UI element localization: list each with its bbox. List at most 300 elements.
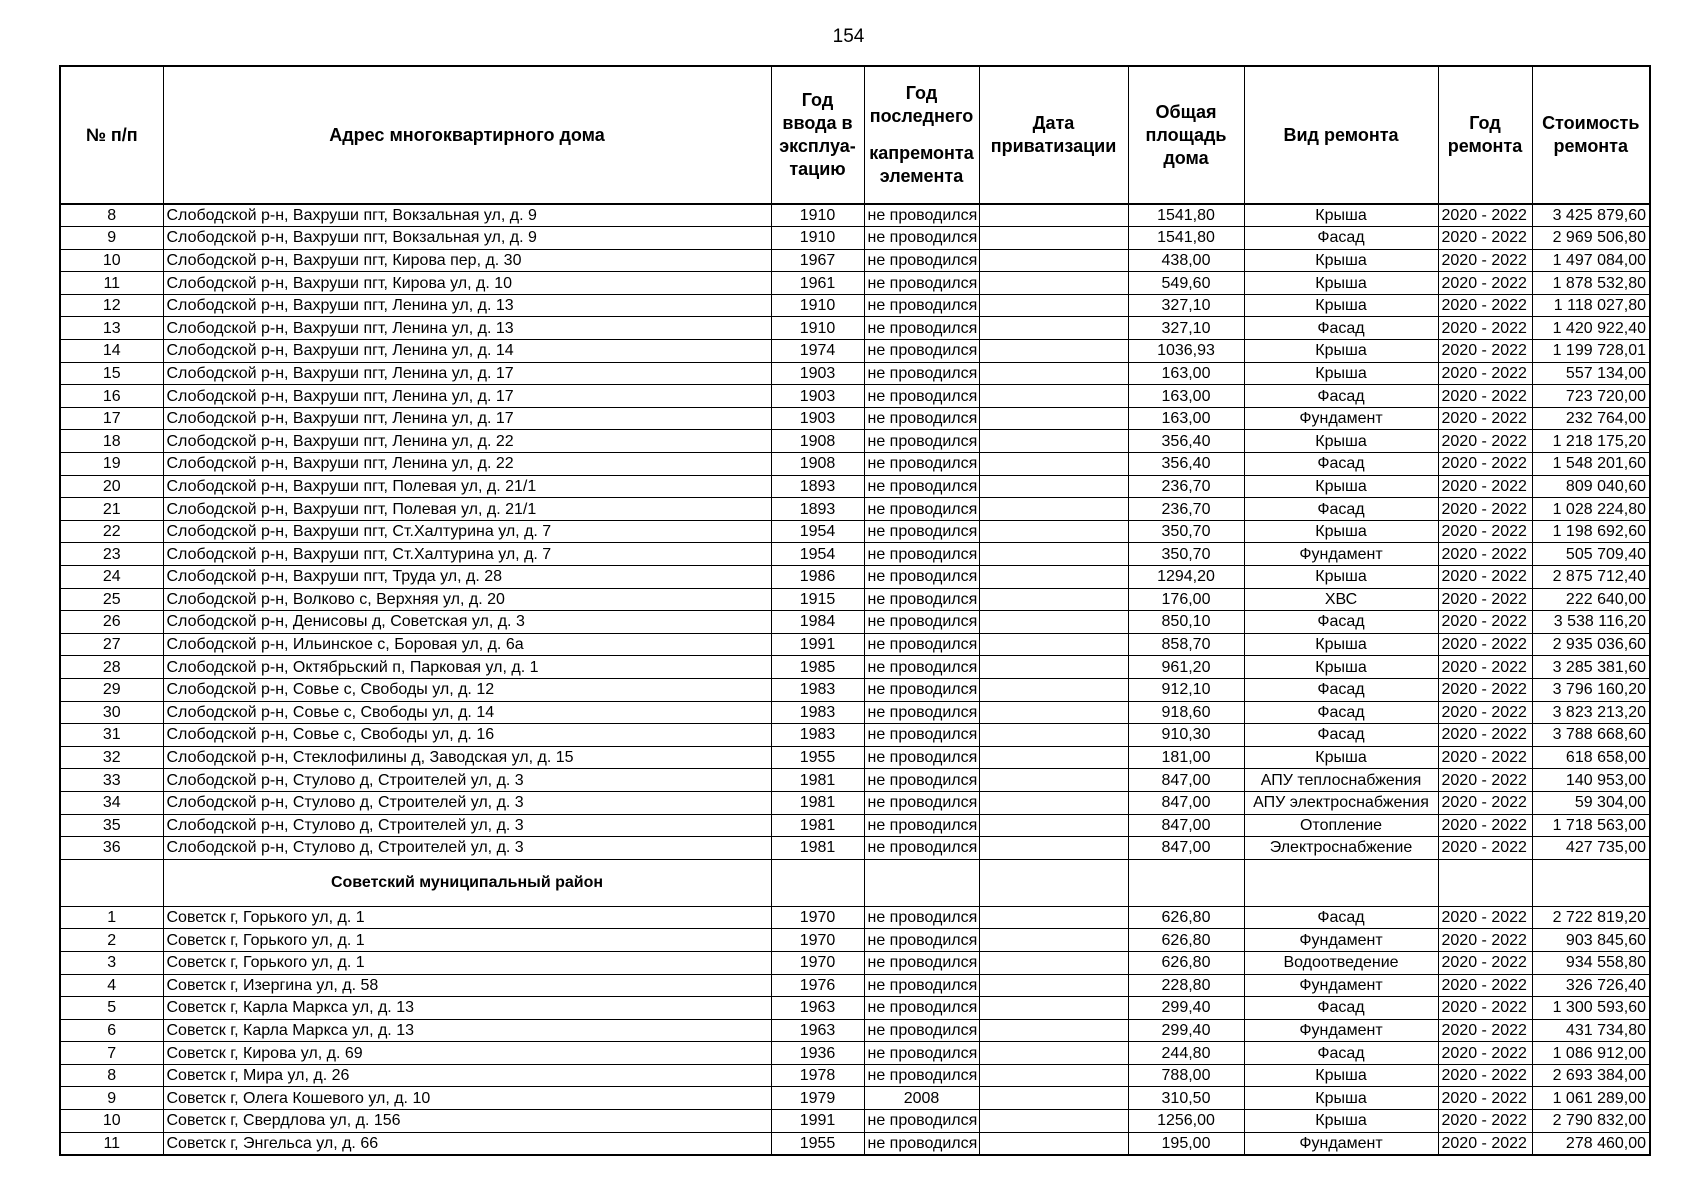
cell-year-built: 1986 bbox=[771, 566, 864, 589]
cell-address: Советск г, Горького ул, д. 1 bbox=[163, 929, 771, 952]
cell-num: 5 bbox=[60, 997, 163, 1020]
cell-num: 29 bbox=[60, 678, 163, 701]
cell-year-built: 1967 bbox=[771, 249, 864, 272]
header-num: № п/п bbox=[60, 66, 163, 204]
cell-repair-period: 2020 - 2022 bbox=[1438, 1042, 1532, 1065]
cell-num: 19 bbox=[60, 453, 163, 476]
table-row bbox=[60, 453, 1650, 476]
cell-repair-type: Фасад bbox=[1244, 701, 1438, 724]
cell-year-built: 1970 bbox=[771, 929, 864, 952]
cell-address: Слободской р-н, Стулово д, Строителей ул, д. 3 bbox=[163, 769, 771, 792]
section-row bbox=[60, 859, 1650, 906]
cell-area: 918,60 bbox=[1128, 701, 1244, 724]
cell-cost: 903 845,60 bbox=[1532, 929, 1650, 952]
cell-year-built: 1893 bbox=[771, 475, 864, 498]
cell-area: 228,80 bbox=[1128, 974, 1244, 997]
cell-privatization bbox=[979, 543, 1128, 566]
cell-privatization bbox=[979, 837, 1128, 860]
cell-num: 31 bbox=[60, 724, 163, 747]
table-row bbox=[60, 385, 1650, 408]
cell-repair-type: Крыша bbox=[1244, 566, 1438, 589]
table-row bbox=[60, 543, 1650, 566]
cell-area: 549,60 bbox=[1128, 272, 1244, 295]
cell-cost: 59 304,00 bbox=[1532, 791, 1650, 814]
cell-last-capital-repair: не проводился bbox=[864, 204, 979, 227]
table-body-part1 bbox=[60, 204, 1650, 859]
cell-address: Советск г, Карла Маркса ул, д. 13 bbox=[163, 1019, 771, 1042]
cell-repair-type: Фасад bbox=[1244, 724, 1438, 747]
table-row bbox=[60, 362, 1650, 385]
cell-year-built: 1979 bbox=[771, 1087, 864, 1110]
cell-repair-type: Водоотведение bbox=[1244, 951, 1438, 974]
cell-repair-period: 2020 - 2022 bbox=[1438, 588, 1532, 611]
cell-num: 22 bbox=[60, 520, 163, 543]
cell-cost: 232 764,00 bbox=[1532, 407, 1650, 430]
cell-cost: 1 548 201,60 bbox=[1532, 453, 1650, 476]
cell-last-capital-repair: не проводился bbox=[864, 814, 979, 837]
cell-last-capital-repair: не проводился bbox=[864, 769, 979, 792]
cell-repair-type: Фасад bbox=[1244, 906, 1438, 929]
header-last-capital-repair bbox=[864, 66, 979, 204]
cell-privatization bbox=[979, 1064, 1128, 1087]
table-row bbox=[60, 317, 1650, 340]
cell-area: 1036,93 bbox=[1128, 340, 1244, 363]
cell-num: 13 bbox=[60, 317, 163, 340]
cell-num: 9 bbox=[60, 227, 163, 250]
cell-privatization bbox=[979, 204, 1128, 227]
cell-num: 14 bbox=[60, 340, 163, 363]
table-row bbox=[60, 701, 1650, 724]
cell-repair-period: 2020 - 2022 bbox=[1438, 340, 1532, 363]
cell-privatization bbox=[979, 272, 1128, 295]
section-cell-empty bbox=[864, 859, 979, 906]
cell-area: 236,70 bbox=[1128, 498, 1244, 521]
cell-privatization bbox=[979, 701, 1128, 724]
cell-area: 1256,00 bbox=[1128, 1110, 1244, 1133]
table-row bbox=[60, 951, 1650, 974]
cell-cost: 1 218 175,20 bbox=[1532, 430, 1650, 453]
cell-num: 36 bbox=[60, 837, 163, 860]
cell-cost: 2 875 712,40 bbox=[1532, 566, 1650, 589]
cell-year-built: 1985 bbox=[771, 656, 864, 679]
table-row bbox=[60, 430, 1650, 453]
table-row bbox=[60, 611, 1650, 634]
cell-privatization bbox=[979, 951, 1128, 974]
cell-year-built: 1954 bbox=[771, 543, 864, 566]
cell-last-capital-repair: не проводился bbox=[864, 475, 979, 498]
cell-repair-type: Крыша bbox=[1244, 430, 1438, 453]
cell-repair-type: Крыша bbox=[1244, 633, 1438, 656]
table-row bbox=[60, 407, 1650, 430]
cell-cost: 557 134,00 bbox=[1532, 362, 1650, 385]
cell-repair-type: Электроснабжение bbox=[1244, 837, 1438, 860]
cell-address: Слободской р-н, Вахруши пгт, Ленина ул, д. 17 bbox=[163, 385, 771, 408]
table-row bbox=[60, 204, 1650, 227]
table-row bbox=[60, 272, 1650, 295]
cell-privatization bbox=[979, 1019, 1128, 1042]
cell-repair-period: 2020 - 2022 bbox=[1438, 566, 1532, 589]
cell-privatization bbox=[979, 791, 1128, 814]
cell-area: 847,00 bbox=[1128, 791, 1244, 814]
cell-num: 6 bbox=[60, 1019, 163, 1042]
cell-repair-period: 2020 - 2022 bbox=[1438, 724, 1532, 747]
table-row bbox=[60, 475, 1650, 498]
cell-area: 299,40 bbox=[1128, 997, 1244, 1020]
cell-address: Слободской р-н, Вахруши пгт, Кирова ул, д. 10 bbox=[163, 272, 771, 295]
table-row bbox=[60, 929, 1650, 952]
cell-privatization bbox=[979, 929, 1128, 952]
cell-num: 33 bbox=[60, 769, 163, 792]
cell-num: 8 bbox=[60, 1064, 163, 1087]
cell-last-capital-repair: не проводился bbox=[864, 1019, 979, 1042]
cell-address: Слободской р-н, Вахруши пгт, Ленина ул, д. 22 bbox=[163, 453, 771, 476]
cell-year-built: 1903 bbox=[771, 407, 864, 430]
cell-last-capital-repair: не проводился bbox=[864, 588, 979, 611]
cell-address: Советск г, Энгельса ул, д. 66 bbox=[163, 1132, 771, 1155]
cell-repair-type: Фасад bbox=[1244, 385, 1438, 408]
table-row bbox=[60, 837, 1650, 860]
cell-num: 10 bbox=[60, 1110, 163, 1133]
cell-last-capital-repair: не проводился bbox=[864, 951, 979, 974]
cell-privatization bbox=[979, 566, 1128, 589]
cell-area: 847,00 bbox=[1128, 837, 1244, 860]
cell-address: Слободской р-н, Вахруши пгт, Ленина ул, д. 14 bbox=[163, 340, 771, 363]
cell-privatization bbox=[979, 475, 1128, 498]
cell-address: Слободской р-н, Вахруши пгт, Кирова пер, д. 30 bbox=[163, 249, 771, 272]
section-cell-empty bbox=[1438, 859, 1532, 906]
cell-repair-type: АПУ теплоснабжения bbox=[1244, 769, 1438, 792]
cell-last-capital-repair: не проводился bbox=[864, 1042, 979, 1065]
cell-address: Слободской р-н, Вахруши пгт, Ленина ул, д. 17 bbox=[163, 362, 771, 385]
header-address: Адрес многоквартирного дома bbox=[163, 66, 771, 204]
cell-num: 28 bbox=[60, 656, 163, 679]
cell-cost: 1 198 692,60 bbox=[1532, 520, 1650, 543]
cell-repair-period: 2020 - 2022 bbox=[1438, 475, 1532, 498]
cell-year-built: 1910 bbox=[771, 204, 864, 227]
cell-cost: 3 788 668,60 bbox=[1532, 724, 1650, 747]
table-row bbox=[60, 340, 1650, 363]
cell-address: Советск г, Изергина ул, д. 58 bbox=[163, 974, 771, 997]
cell-year-built: 1983 bbox=[771, 724, 864, 747]
cell-repair-period: 2020 - 2022 bbox=[1438, 633, 1532, 656]
cell-area: 961,20 bbox=[1128, 656, 1244, 679]
cell-cost: 278 460,00 bbox=[1532, 1132, 1650, 1155]
cell-repair-type: Фундамент bbox=[1244, 543, 1438, 566]
cell-cost: 3 796 160,20 bbox=[1532, 678, 1650, 701]
cell-num: 30 bbox=[60, 701, 163, 724]
cell-area: 850,10 bbox=[1128, 611, 1244, 634]
cell-repair-period: 2020 - 2022 bbox=[1438, 227, 1532, 250]
cell-num: 26 bbox=[60, 611, 163, 634]
cell-privatization bbox=[979, 453, 1128, 476]
cell-repair-period: 2020 - 2022 bbox=[1438, 974, 1532, 997]
cell-last-capital-repair: не проводился bbox=[864, 678, 979, 701]
section-cell-empty bbox=[771, 859, 864, 906]
cell-year-built: 1915 bbox=[771, 588, 864, 611]
cell-num: 7 bbox=[60, 1042, 163, 1065]
table-row bbox=[60, 1042, 1650, 1065]
cell-last-capital-repair: не проводился bbox=[864, 1064, 979, 1087]
cell-repair-type: Фундамент bbox=[1244, 929, 1438, 952]
cell-last-capital-repair: не проводился bbox=[864, 407, 979, 430]
cell-privatization bbox=[979, 317, 1128, 340]
cell-year-built: 1910 bbox=[771, 294, 864, 317]
cell-year-built: 1976 bbox=[771, 974, 864, 997]
cell-privatization bbox=[979, 656, 1128, 679]
cell-privatization bbox=[979, 385, 1128, 408]
table-row bbox=[60, 498, 1650, 521]
section-title: Советский муниципальный район bbox=[163, 859, 771, 906]
cell-privatization bbox=[979, 249, 1128, 272]
cell-num: 18 bbox=[60, 430, 163, 453]
cell-area: 438,00 bbox=[1128, 249, 1244, 272]
cell-area: 327,10 bbox=[1128, 294, 1244, 317]
cell-repair-type: Фасад bbox=[1244, 997, 1438, 1020]
table-row bbox=[60, 566, 1650, 589]
cell-area: 350,70 bbox=[1128, 520, 1244, 543]
cell-address: Слободской р-н, Вахруши пгт, Ленина ул, д. 17 bbox=[163, 407, 771, 430]
cell-repair-type: Фасад bbox=[1244, 1042, 1438, 1065]
table-row bbox=[60, 724, 1650, 747]
cell-num: 35 bbox=[60, 814, 163, 837]
cell-last-capital-repair: не проводился bbox=[864, 701, 979, 724]
cell-repair-period: 2020 - 2022 bbox=[1438, 791, 1532, 814]
cell-last-capital-repair: не проводился bbox=[864, 566, 979, 589]
cell-repair-type: Фундамент bbox=[1244, 407, 1438, 430]
cell-repair-period: 2020 - 2022 bbox=[1438, 453, 1532, 476]
cell-privatization bbox=[979, 407, 1128, 430]
cell-area: 847,00 bbox=[1128, 769, 1244, 792]
cell-repair-period: 2020 - 2022 bbox=[1438, 1019, 1532, 1042]
cell-repair-period: 2020 - 2022 bbox=[1438, 249, 1532, 272]
cell-privatization bbox=[979, 997, 1128, 1020]
cell-area: 163,00 bbox=[1128, 362, 1244, 385]
cell-repair-period: 2020 - 2022 bbox=[1438, 498, 1532, 521]
cell-year-built: 1955 bbox=[771, 1132, 864, 1155]
cell-repair-type: Крыша bbox=[1244, 746, 1438, 769]
cell-area: 626,80 bbox=[1128, 906, 1244, 929]
cell-cost: 1 300 593,60 bbox=[1532, 997, 1650, 1020]
cell-num: 34 bbox=[60, 791, 163, 814]
cell-area: 163,00 bbox=[1128, 385, 1244, 408]
cell-cost: 1 061 289,00 bbox=[1532, 1087, 1650, 1110]
cell-address: Слободской р-н, Октябрьский п, Парковая ул, д. 1 bbox=[163, 656, 771, 679]
cell-repair-period: 2020 - 2022 bbox=[1438, 1064, 1532, 1087]
cell-address: Слободской р-н, Вахруши пгт, Ленина ул, д. 13 bbox=[163, 317, 771, 340]
cell-repair-period: 2020 - 2022 bbox=[1438, 1087, 1532, 1110]
header-last-cap-line2: капремонта элемента bbox=[869, 143, 974, 186]
cell-cost: 2 969 506,80 bbox=[1532, 227, 1650, 250]
table-row bbox=[60, 588, 1650, 611]
cell-area: 1541,80 bbox=[1128, 204, 1244, 227]
cell-repair-period: 2020 - 2022 bbox=[1438, 769, 1532, 792]
cell-repair-period: 2020 - 2022 bbox=[1438, 678, 1532, 701]
cell-year-built: 1893 bbox=[771, 498, 864, 521]
cell-num: 12 bbox=[60, 294, 163, 317]
table-row bbox=[60, 227, 1650, 250]
cell-address: Слободской р-н, Вахруши пгт, Полевая ул, д. 21/1 bbox=[163, 498, 771, 521]
cell-privatization bbox=[979, 430, 1128, 453]
cell-cost: 1 878 532,80 bbox=[1532, 272, 1650, 295]
cell-last-capital-repair: не проводился bbox=[864, 317, 979, 340]
cell-num: 4 bbox=[60, 974, 163, 997]
cell-cost: 2 693 384,00 bbox=[1532, 1064, 1650, 1087]
cell-year-built: 1908 bbox=[771, 453, 864, 476]
cell-address: Советск г, Карла Маркса ул, д. 13 bbox=[163, 997, 771, 1020]
cell-cost: 1 028 224,80 bbox=[1532, 498, 1650, 521]
cell-cost: 2 790 832,00 bbox=[1532, 1110, 1650, 1133]
cell-repair-period: 2020 - 2022 bbox=[1438, 837, 1532, 860]
cell-area: 1541,80 bbox=[1128, 227, 1244, 250]
cell-last-capital-repair: не проводился bbox=[864, 929, 979, 952]
cell-last-capital-repair: не проводился bbox=[864, 520, 979, 543]
table-row bbox=[60, 769, 1650, 792]
cell-num: 3 bbox=[60, 951, 163, 974]
table-row bbox=[60, 1110, 1650, 1133]
cell-address: Советск г, Горького ул, д. 1 bbox=[163, 951, 771, 974]
cell-address: Слободской р-н, Вахруши пгт, Полевая ул, д. 21/1 bbox=[163, 475, 771, 498]
cell-privatization bbox=[979, 724, 1128, 747]
cell-cost: 3 538 116,20 bbox=[1532, 611, 1650, 634]
cell-address: Слободской р-н, Волково с, Верхняя ул, д. 20 bbox=[163, 588, 771, 611]
cell-repair-period: 2020 - 2022 bbox=[1438, 407, 1532, 430]
cell-cost: 3 285 381,60 bbox=[1532, 656, 1650, 679]
cell-year-built: 1991 bbox=[771, 633, 864, 656]
cell-repair-type: АПУ электроснабжения bbox=[1244, 791, 1438, 814]
cell-repair-type: Крыша bbox=[1244, 340, 1438, 363]
table-row bbox=[60, 1087, 1650, 1110]
cell-year-built: 1974 bbox=[771, 340, 864, 363]
cell-num: 9 bbox=[60, 1087, 163, 1110]
section-cell-empty bbox=[1532, 859, 1650, 906]
cell-year-built: 1903 bbox=[771, 362, 864, 385]
section-cell-num bbox=[60, 859, 163, 906]
cell-privatization bbox=[979, 678, 1128, 701]
cell-address: Советск г, Мира ул, д. 26 bbox=[163, 1064, 771, 1087]
header-area: Общая площадь дома bbox=[1128, 66, 1244, 204]
cell-repair-type: Крыша bbox=[1244, 520, 1438, 543]
cell-privatization bbox=[979, 611, 1128, 634]
cell-num: 21 bbox=[60, 498, 163, 521]
cell-cost: 1 086 912,00 bbox=[1532, 1042, 1650, 1065]
cell-area: 356,40 bbox=[1128, 453, 1244, 476]
cell-repair-period: 2020 - 2022 bbox=[1438, 906, 1532, 929]
cell-area: 181,00 bbox=[1128, 746, 1244, 769]
cell-repair-type: Фасад bbox=[1244, 453, 1438, 476]
cell-year-built: 1983 bbox=[771, 678, 864, 701]
cell-num: 17 bbox=[60, 407, 163, 430]
cell-repair-type: Крыша bbox=[1244, 1087, 1438, 1110]
cell-cost: 2 935 036,60 bbox=[1532, 633, 1650, 656]
table-row bbox=[60, 294, 1650, 317]
cell-address: Слободской р-н, Стулово д, Строителей ул, д. 3 bbox=[163, 791, 771, 814]
cell-repair-period: 2020 - 2022 bbox=[1438, 997, 1532, 1020]
cell-privatization bbox=[979, 769, 1128, 792]
cell-repair-type: Фасад bbox=[1244, 227, 1438, 250]
cell-cost: 1 118 027,80 bbox=[1532, 294, 1650, 317]
cell-year-built: 1910 bbox=[771, 317, 864, 340]
cell-area: 356,40 bbox=[1128, 430, 1244, 453]
header-repair-type: Вид ремонта bbox=[1244, 66, 1438, 204]
cell-last-capital-repair: не проводился bbox=[864, 974, 979, 997]
cell-cost: 1 420 922,40 bbox=[1532, 317, 1650, 340]
cell-cost: 618 658,00 bbox=[1532, 746, 1650, 769]
cell-repair-period: 2020 - 2022 bbox=[1438, 362, 1532, 385]
cell-year-built: 1981 bbox=[771, 769, 864, 792]
cell-area: 910,30 bbox=[1128, 724, 1244, 747]
cell-last-capital-repair: не проводился bbox=[864, 498, 979, 521]
cell-area: 163,00 bbox=[1128, 407, 1244, 430]
cell-year-built: 1954 bbox=[771, 520, 864, 543]
cell-cost: 723 720,00 bbox=[1532, 385, 1650, 408]
cell-last-capital-repair: не проводился bbox=[864, 791, 979, 814]
cell-area: 310,50 bbox=[1128, 1087, 1244, 1110]
cell-num: 11 bbox=[60, 272, 163, 295]
cell-repair-type: Крыша bbox=[1244, 475, 1438, 498]
table-header bbox=[60, 66, 1650, 204]
cell-privatization bbox=[979, 633, 1128, 656]
cell-address: Слободской р-н, Вахруши пгт, Ленина ул, д. 22 bbox=[163, 430, 771, 453]
cell-num: 23 bbox=[60, 543, 163, 566]
cell-cost: 140 953,00 bbox=[1532, 769, 1650, 792]
cell-repair-period: 2020 - 2022 bbox=[1438, 951, 1532, 974]
cell-repair-type: Крыша bbox=[1244, 362, 1438, 385]
cell-last-capital-repair: не проводился bbox=[864, 746, 979, 769]
table-row bbox=[60, 656, 1650, 679]
cell-year-built: 1970 bbox=[771, 951, 864, 974]
cell-year-built: 1910 bbox=[771, 227, 864, 250]
section-cell-empty bbox=[1244, 859, 1438, 906]
cell-cost: 326 726,40 bbox=[1532, 974, 1650, 997]
table-row bbox=[60, 746, 1650, 769]
cell-year-built: 1970 bbox=[771, 906, 864, 929]
cell-cost: 3 425 879,60 bbox=[1532, 204, 1650, 227]
table-row bbox=[60, 520, 1650, 543]
table-row bbox=[60, 997, 1650, 1020]
cell-last-capital-repair: не проводился bbox=[864, 430, 979, 453]
cell-year-built: 1955 bbox=[771, 746, 864, 769]
cell-num: 32 bbox=[60, 746, 163, 769]
cell-repair-period: 2020 - 2022 bbox=[1438, 385, 1532, 408]
table-row bbox=[60, 633, 1650, 656]
cell-num: 15 bbox=[60, 362, 163, 385]
cell-privatization bbox=[979, 974, 1128, 997]
cell-repair-type: Фундамент bbox=[1244, 974, 1438, 997]
cell-repair-type: Крыша bbox=[1244, 249, 1438, 272]
cell-repair-type: Фасад bbox=[1244, 678, 1438, 701]
cell-privatization bbox=[979, 294, 1128, 317]
cell-num: 10 bbox=[60, 249, 163, 272]
cell-area: 912,10 bbox=[1128, 678, 1244, 701]
cell-repair-period: 2020 - 2022 bbox=[1438, 814, 1532, 837]
cell-area: 236,70 bbox=[1128, 475, 1244, 498]
page-number: 154 bbox=[832, 26, 865, 47]
header-repair-year: Год ремонта bbox=[1438, 66, 1532, 204]
header-privatization: Дата приватизации bbox=[979, 66, 1128, 204]
cell-privatization bbox=[979, 1087, 1128, 1110]
cell-cost: 3 823 213,20 bbox=[1532, 701, 1650, 724]
cell-last-capital-repair: не проводился bbox=[864, 997, 979, 1020]
cell-privatization bbox=[979, 1132, 1128, 1155]
table-row bbox=[60, 791, 1650, 814]
section-cell-empty bbox=[979, 859, 1128, 906]
cell-last-capital-repair: не проводился bbox=[864, 724, 979, 747]
cell-last-capital-repair: не проводился bbox=[864, 611, 979, 634]
cell-num: 27 bbox=[60, 633, 163, 656]
cell-num: 2 bbox=[60, 929, 163, 952]
table-row bbox=[60, 1064, 1650, 1087]
cell-area: 244,80 bbox=[1128, 1042, 1244, 1065]
